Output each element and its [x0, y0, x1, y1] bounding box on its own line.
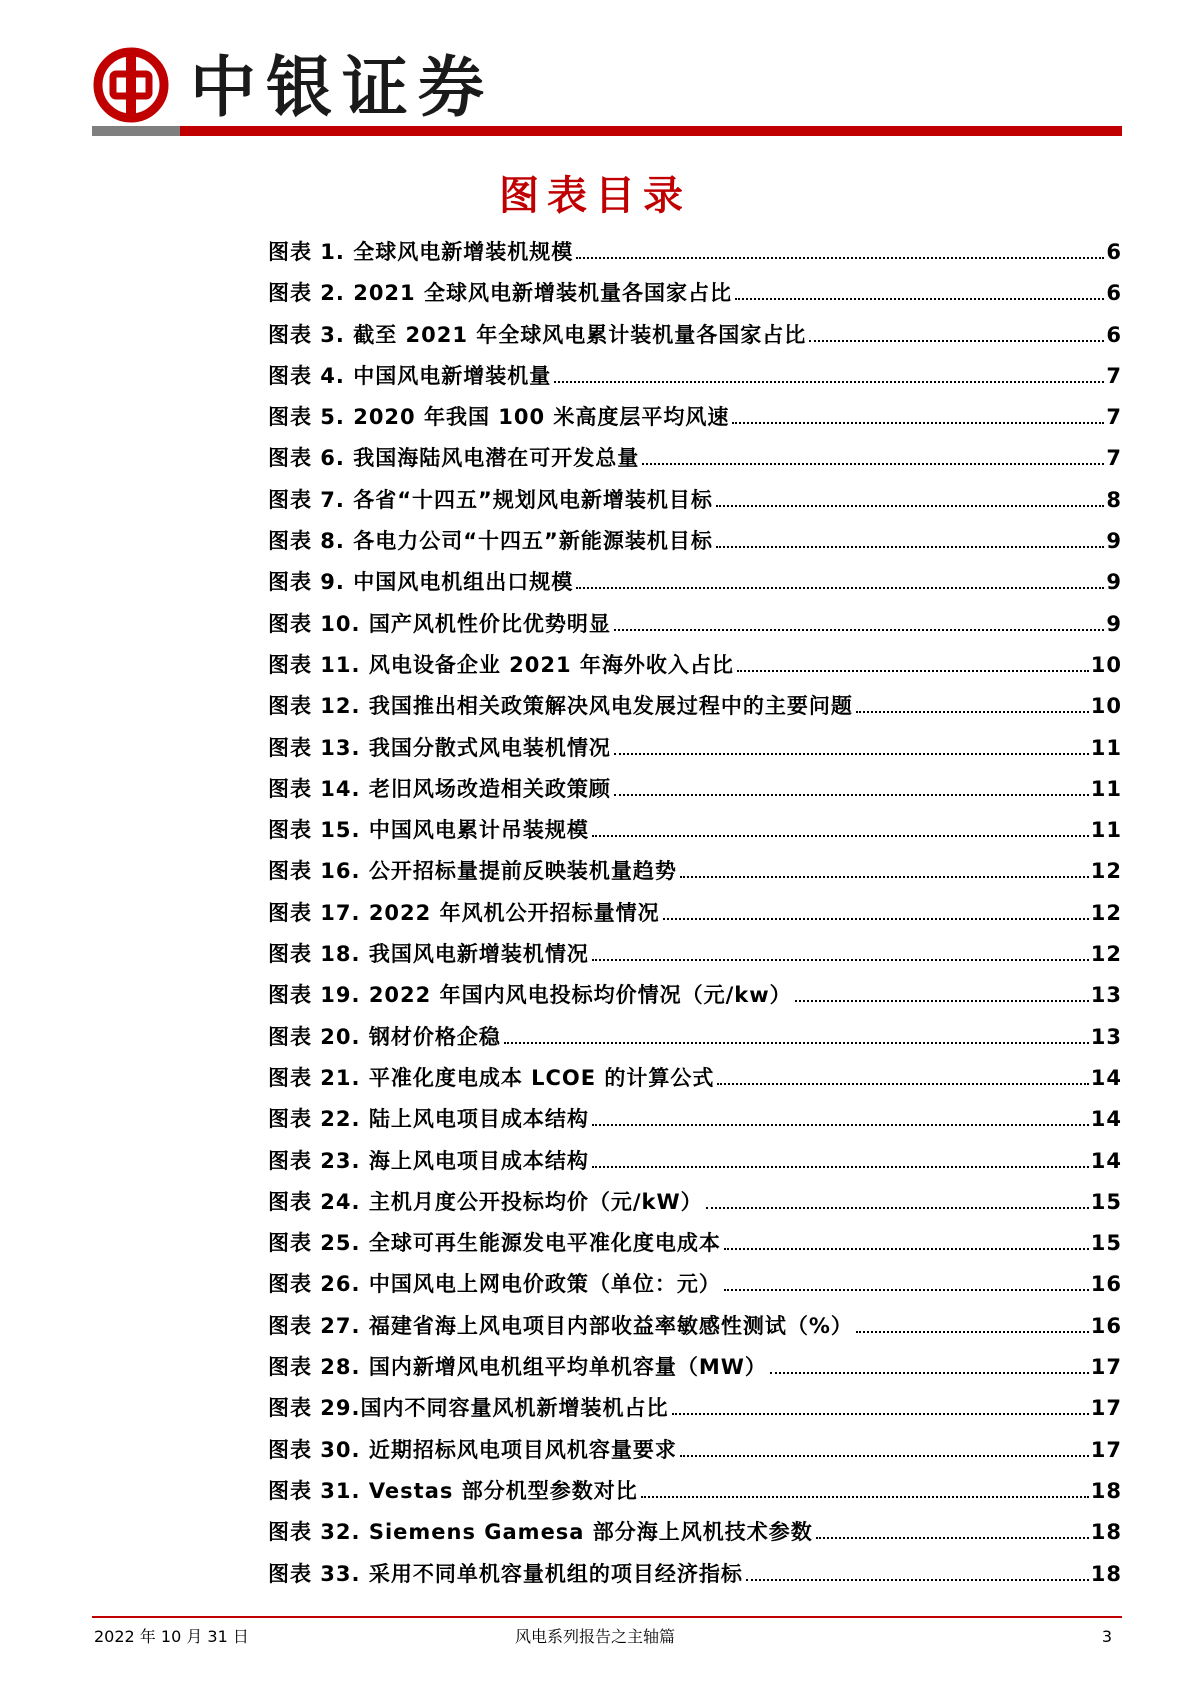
toc-item-page[interactable]: 6: [1106, 322, 1122, 347]
toc-item-page[interactable]: 7: [1106, 405, 1122, 430]
toc-item[interactable]: [268, 897, 1122, 938]
toc-item[interactable]: [268, 855, 1122, 896]
toc-leader-dots: [576, 257, 1104, 259]
toc-item[interactable]: [268, 360, 1122, 401]
toc-leader-dots: [504, 1042, 1089, 1044]
toc-item-label[interactable]: 图表 2. 2021 全球风电新增装机量各国家占比: [268, 281, 732, 306]
toc-item-label[interactable]: 图表 13. 我国分散式风电装机情况: [268, 735, 611, 760]
toc-leader-dots: [641, 1496, 1089, 1498]
toc-item-label[interactable]: 图表 24. 主机月度公开投标均价（元/kW）: [268, 1189, 703, 1214]
toc-item-page[interactable]: 12: [1090, 900, 1122, 925]
toc-item-page[interactable]: 9: [1106, 570, 1122, 595]
toc-item[interactable]: [268, 1475, 1122, 1516]
toc-item-page[interactable]: 16: [1090, 1313, 1122, 1338]
toc-item-page[interactable]: 17: [1090, 1355, 1122, 1380]
toc-item-label[interactable]: 图表 3. 截至 2021 年全球风电累计装机量各国家占比: [268, 322, 807, 347]
toc-item-label[interactable]: 图表 17. 2022 年风机公开招标量情况: [268, 900, 660, 925]
toc-item-label[interactable]: 图表 11. 风电设备企业 2021 年海外收入占比: [268, 652, 734, 677]
toc-leader-dots: [724, 1248, 1089, 1250]
toc-item-page[interactable]: 15: [1090, 1231, 1122, 1256]
toc-item-page[interactable]: 14: [1090, 1107, 1122, 1132]
toc-item-page[interactable]: 12: [1090, 859, 1122, 884]
toc-leader-dots: [746, 1579, 1089, 1581]
toc-item-label[interactable]: 图表 33. 采用不同单机容量机组的项目经济指标: [268, 1561, 743, 1586]
toc-leader-dots: [680, 1455, 1089, 1457]
toc-item-label[interactable]: 图表 6. 我国海陆风电潜在可开发总量: [268, 446, 640, 471]
toc-item[interactable]: [268, 566, 1122, 607]
toc-leader-dots: [706, 1207, 1089, 1209]
toc-leader-dots: [717, 1083, 1088, 1085]
toc-item-page[interactable]: 13: [1090, 1024, 1122, 1049]
toc-leader-dots: [642, 463, 1104, 465]
toc-item-label[interactable]: 图表 14. 老旧风场改造相关政策顾: [268, 776, 611, 801]
toc-item[interactable]: [268, 938, 1122, 979]
header-rule-gray: [92, 126, 180, 136]
toc-item[interactable]: [268, 1145, 1122, 1186]
toc-item-page[interactable]: 7: [1106, 363, 1122, 388]
toc-item-page[interactable]: 18: [1090, 1520, 1122, 1545]
toc-leader-dots: [856, 1331, 1089, 1333]
toc-item-label[interactable]: 图表 15. 中国风电累计吊装规模: [268, 818, 589, 843]
toc-leader-dots: [737, 670, 1089, 672]
toc-item-label[interactable]: 图表 23. 海上风电项目成本结构: [268, 1148, 589, 1173]
toc-leader-dots: [663, 918, 1089, 920]
toc-leader-dots: [735, 298, 1104, 300]
toc-item-label[interactable]: 图表 27. 福建省海上风电项目内部收益率敏感性测试（%）: [268, 1313, 853, 1338]
toc-item-label[interactable]: 图表 5. 2020 年我国 100 米高度层平均风速: [268, 405, 730, 430]
footer-date: 2022 年 10 月 31 日: [94, 1627, 249, 1646]
toc-leader-dots: [795, 1000, 1089, 1002]
toc-item-label[interactable]: 图表 19. 2022 年国内风电投标均价情况（元/kw）: [268, 983, 792, 1008]
toc-leader-dots: [672, 1413, 1089, 1415]
toc-leader-dots: [724, 1289, 1089, 1291]
toc-item[interactable]: [268, 649, 1122, 690]
toc-item-label[interactable]: 图表 22. 陆上风电项目成本结构: [268, 1107, 589, 1132]
toc-item[interactable]: [268, 1268, 1122, 1309]
toc-item[interactable]: [268, 690, 1122, 731]
brand-name: 中银证券: [190, 48, 494, 126]
toc-item-page[interactable]: 18: [1090, 1478, 1122, 1503]
toc-item[interactable]: [268, 401, 1122, 442]
footer-page-number: 3: [1101, 1627, 1112, 1646]
toc-item-page[interactable]: 6: [1106, 281, 1122, 306]
toc-item[interactable]: [268, 608, 1122, 649]
toc-item-label[interactable]: 图表 4. 中国风电新增装机量: [268, 363, 552, 388]
toc-item[interactable]: [268, 442, 1122, 483]
toc-item[interactable]: [268, 773, 1122, 814]
toc-item-page[interactable]: 11: [1090, 776, 1122, 801]
toc-item-label[interactable]: 图表 18. 我国风电新增装机情况: [268, 942, 589, 967]
toc-item[interactable]: [268, 1021, 1122, 1062]
toc-leader-dots: [554, 381, 1104, 383]
footer-document-title: 风电系列报告之主轴篇: [514, 1627, 675, 1646]
toc-leader-dots: [809, 340, 1104, 342]
toc-leader-dots: [716, 546, 1105, 548]
toc-item[interactable]: [268, 1434, 1122, 1475]
toc-item-page[interactable]: 17: [1090, 1437, 1122, 1462]
toc-item-label[interactable]: 图表 1. 全球风电新增装机规模: [268, 240, 574, 264]
toc-item-label[interactable]: 图表 10. 国产风机性价比优势明显: [268, 611, 611, 636]
toc-item-page[interactable]: 13: [1090, 983, 1122, 1008]
toc-item-page[interactable]: 14: [1090, 1148, 1122, 1173]
toc-item[interactable]: [268, 1227, 1122, 1268]
toc-item-label[interactable]: 图表 31. Vestas 部分机型参数对比: [268, 1478, 638, 1503]
toc-item-page[interactable]: 11: [1090, 735, 1122, 760]
toc-item-page[interactable]: 9: [1106, 611, 1122, 636]
table-of-figures: [268, 236, 1122, 1599]
footer-rule: [92, 1616, 1122, 1618]
toc-item-page[interactable]: 10: [1090, 694, 1122, 719]
toc-item-page[interactable]: 16: [1090, 1272, 1122, 1297]
toc-leader-dots: [592, 1166, 1089, 1168]
toc-title: 图表目录: [499, 172, 691, 219]
toc-item[interactable]: [268, 236, 1122, 277]
toc-item-label[interactable]: 图表 20. 钢材价格企稳: [268, 1024, 501, 1049]
toc-item[interactable]: [268, 525, 1122, 566]
toc-item-label[interactable]: 图表 25. 全球可再生能源发电平准化度电成本: [268, 1231, 721, 1256]
toc-leader-dots: [614, 794, 1089, 796]
toc-item-label[interactable]: 图表 8. 各电力公司“十四五”新能源装机目标: [268, 529, 713, 554]
toc-item[interactable]: [268, 814, 1122, 855]
toc-item-label[interactable]: 图表 30. 近期招标风电项目风机容量要求: [268, 1437, 677, 1462]
toc-item-page[interactable]: 6: [1106, 240, 1122, 264]
toc-leader-dots: [732, 422, 1104, 424]
toc-item[interactable]: [268, 1516, 1122, 1557]
toc-item-label[interactable]: 图表 7. 各省“十四五”规划风电新增装机目标: [268, 487, 713, 512]
toc-leader-dots: [680, 876, 1089, 878]
toc-item-page[interactable]: 18: [1090, 1561, 1122, 1586]
toc-item-page[interactable]: 14: [1090, 1065, 1122, 1090]
toc-item[interactable]: [268, 277, 1122, 318]
toc-leader-dots: [614, 753, 1089, 755]
toc-item-page[interactable]: 17: [1090, 1396, 1122, 1421]
toc-item-page[interactable]: 15: [1090, 1189, 1122, 1214]
bank-of-china-logo-icon: [92, 46, 170, 124]
toc-item[interactable]: [268, 1558, 1122, 1599]
toc-item-label[interactable]: 图表 16. 公开招标量提前反映装机量趋势: [268, 859, 677, 884]
toc-item[interactable]: [268, 979, 1122, 1020]
toc-item-page[interactable]: 12: [1090, 942, 1122, 967]
toc-item[interactable]: [268, 1103, 1122, 1144]
toc-item-page[interactable]: 9: [1106, 529, 1122, 554]
toc-item-label[interactable]: 图表 12. 我国推出相关政策解决风电发展过程中的主要问题: [268, 694, 853, 719]
toc-item-label[interactable]: 图表 9. 中国风电机组出口规模: [268, 570, 574, 595]
toc-leader-dots: [592, 959, 1089, 961]
toc-leader-dots: [856, 711, 1089, 713]
toc-item[interactable]: [268, 1351, 1122, 1392]
toc-item-label[interactable]: 图表 28. 国内新增风电机组平均单机容量（MW）: [268, 1355, 767, 1380]
toc-leader-dots: [614, 629, 1105, 631]
toc-item-label[interactable]: 图表 21. 平准化度电成本 LCOE 的计算公式: [268, 1065, 715, 1090]
toc-item[interactable]: [268, 1186, 1122, 1227]
toc-item-page[interactable]: 10: [1090, 652, 1122, 677]
toc-leader-dots: [816, 1537, 1089, 1539]
toc-leader-dots: [592, 835, 1089, 837]
toc-item-label[interactable]: 图表 29.国内不同容量风机新增装机占比: [268, 1396, 669, 1421]
toc-item-label[interactable]: 图表 26. 中国风电上网电价政策（单位：元）: [268, 1272, 721, 1297]
toc-item-page[interactable]: 7: [1106, 446, 1122, 471]
toc-item-label[interactable]: 图表 32. Siemens Gamesa 部分海上风机技术参数: [268, 1520, 813, 1545]
toc-item[interactable]: [268, 484, 1122, 525]
toc-item-page[interactable]: 8: [1106, 487, 1122, 512]
header-rule-red: [180, 126, 1122, 136]
toc-item[interactable]: [268, 319, 1122, 360]
toc-leader-dots: [576, 587, 1104, 589]
toc-leader-dots: [770, 1372, 1089, 1374]
toc-leader-dots: [592, 1124, 1089, 1126]
toc-item[interactable]: [268, 1062, 1122, 1103]
toc-item[interactable]: [268, 1310, 1122, 1351]
toc-item[interactable]: [268, 1392, 1122, 1433]
toc-item-page[interactable]: 11: [1090, 818, 1122, 843]
toc-item[interactable]: [268, 732, 1122, 773]
toc-leader-dots: [716, 505, 1105, 507]
page-header: [92, 44, 1122, 124]
